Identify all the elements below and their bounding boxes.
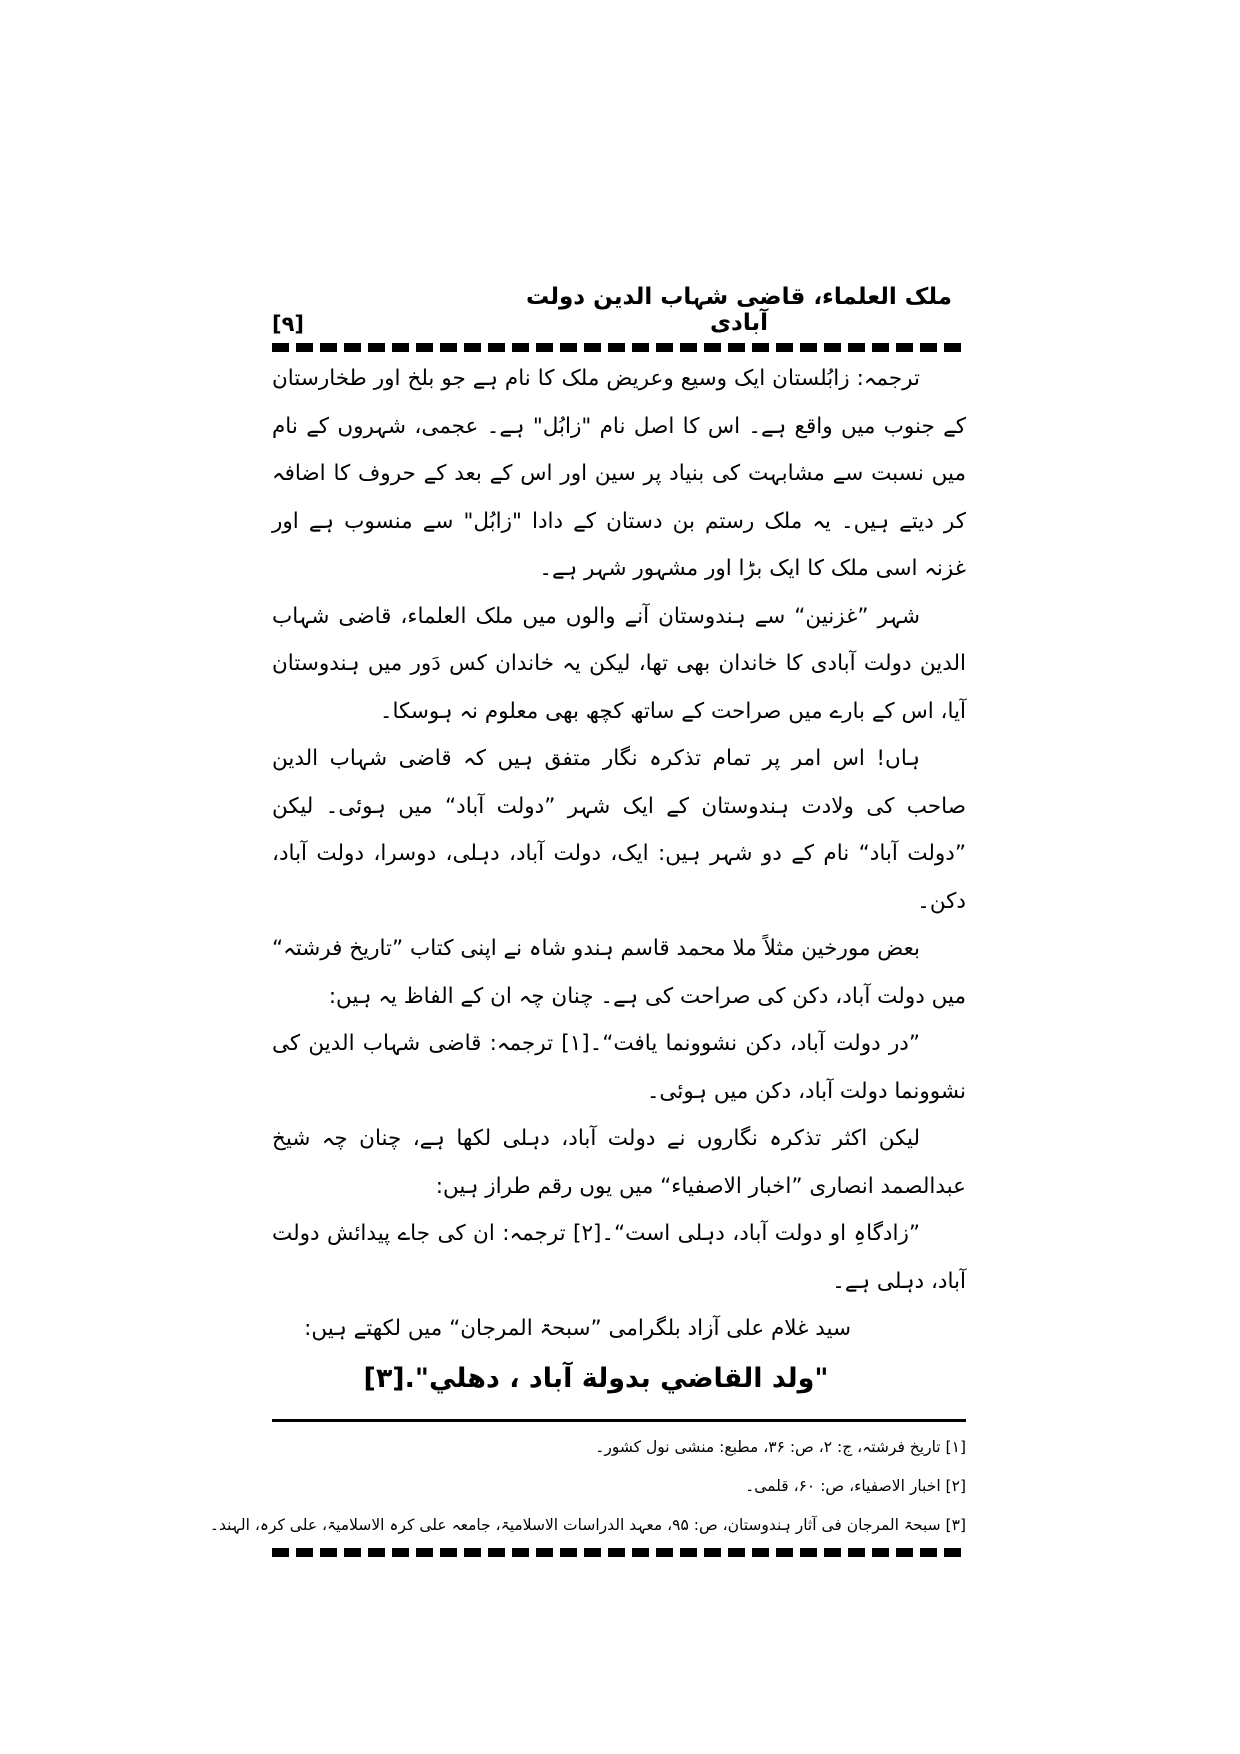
footnotes bbox=[209, 1428, 966, 1545]
footnote-3: [۳] سبحۃ المرجان فی آثار ہندوستان، ص: ۹۵، معہد الدراسات الاسلامیۃ، جامعہ علی کرہ الاسلامیۃ، علی کرہ، الہند۔ bbox=[209, 1515, 966, 1534]
body-paragraph: سید غلام علی آزاد بلگرامی ”سبحۃ المرجان“ میں لکھتے ہیں: bbox=[304, 1316, 851, 1341]
body-paragraph-quote: ”در دولت آباد، دکن نشوونما یافت“۔[۱] ترجمہ: قاضی شہاب الدین کی نشوونما دولت آباد، دکن میں ہوئی۔ bbox=[272, 1031, 966, 1104]
body-paragraph: بعض مورخین مثلاً ملا محمد قاسم ہندو شاہ نے اپنی کتاب ”تاریخ فرشتہ“ میں دولت آباد، دکن کی صراحت کی ہے۔ چنان چہ ان کے الفاظ یہ ہیں: bbox=[272, 936, 966, 1009]
body-paragraph: شہر ”غزنین“ سے ہندوستان آنے والوں میں ملک العلماء، قاضی شہاب الدین دولت آبادی کا خاندان بھی تھا، لیکن یہ خاندان کس دَور میں ہندوستان آیا، اس کے بارے میں صراحت کے ساتھ کچھ بھی معلوم نہ ہوسکا۔ bbox=[272, 603, 966, 724]
footnote-1: [۱] تاریخ فرشتہ، ج: ۲، ص: ۳۶، مطبع: منشی نول کشور۔ bbox=[595, 1437, 966, 1456]
footnote-2: [۲] اخبار الاصفیاء، ص: ۶۰، قلمی۔ bbox=[745, 1476, 966, 1495]
page-number: [۹] bbox=[272, 312, 305, 336]
bottom-dashed-rule bbox=[272, 1548, 966, 1557]
page-header bbox=[272, 284, 966, 336]
top-dashed-rule bbox=[272, 343, 966, 352]
body-text bbox=[272, 355, 966, 1405]
text-column bbox=[209, 284, 966, 1557]
body-paragraph-quote: ”زادگاہِ او دولت آباد، دہلی است“۔[۲] ترجمہ: ان کی جاے پیدائش دولت آباد، دہلی ہے۔ bbox=[272, 1221, 966, 1294]
body-paragraph: ہاں! اس امر پر تمام تذکرہ نگار متفق ہیں کہ قاضی شہاب الدین صاحب کی ولادت ہندوستان کے ایک شہر ”دولت آباد“ میں ہوئی۔ لیکن ”دولت آباد“ نام کے دو شہر ہیں: ایک، دولت آباد، دہلی، دوسرا، دولت آباد، دکن۔ bbox=[272, 746, 966, 914]
arabic-quote: "ولد القاضي بدولة آباد ، دهلي".[۳] bbox=[363, 1362, 829, 1394]
body-paragraph: ترجمہ: زابُلستان ایک وسیع وعریض ملک کا نام ہے جو بلخ اور طخارستان کے جنوب میں واقع ہے۔ اس کا اصل نام "زابُل" ہے۔ عجمی، شہروں کے نام میں نسبت سے مشابہت کی بنیاد پر سین اور اس کے بعد کے حروف کا اضافہ کر دیتے ہیں۔ یہ ملک رستم بن دستان کے دادا "زابُل" سے منسوب ہے اور غزنہ اسی ملک کا ایک بڑا اور مشہور شہر ہے۔ bbox=[272, 366, 966, 581]
running-head-title: ملک العلماء، قاضی شہاب الدین دولت آبادی bbox=[526, 284, 952, 336]
footnote-separator-rule bbox=[272, 1419, 966, 1422]
body-paragraph: لیکن اکثر تذکرہ نگاروں نے دولت آباد، دہلی لکھا ہے، چنان چہ شیخ عبدالصمد انصاری ”اخبار الاصفیاء“ میں یوں رقم طراز ہیں: bbox=[272, 1126, 966, 1199]
